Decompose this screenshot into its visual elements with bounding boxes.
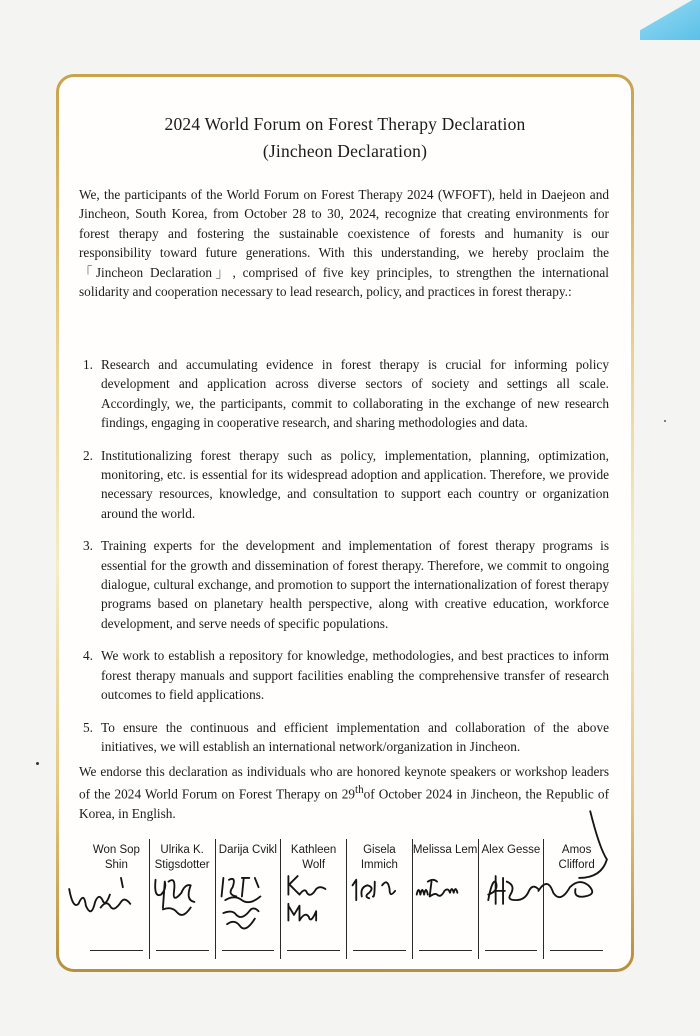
- handwritten-signature: [150, 869, 215, 959]
- signature-cell: [215, 839, 281, 959]
- principle-number: 2.: [83, 447, 93, 463]
- endorse-text-end: of October 2024 in Jincheon, the Republic of Korea, in English.: [79, 786, 609, 822]
- signature-cell: [543, 839, 609, 959]
- signature-line: [287, 950, 340, 951]
- signature-cell: [478, 839, 544, 959]
- speck: [36, 762, 39, 765]
- endorsement-paragraph: [79, 762, 609, 824]
- principle-text: We work to establish a repository for knowledge, methodologies, and best practices to inform forest therapy manuals and support facilities enabling the comprehensive transfer of research outcomes to field applications.: [101, 648, 609, 703]
- title-line-2: (Jincheon Declaration): [262, 141, 428, 161]
- principle-number: 4.: [83, 648, 93, 664]
- document-title: [59, 111, 631, 165]
- signature-line: [222, 950, 275, 951]
- signature-cell: [412, 839, 478, 959]
- ordinal-suffix: th: [355, 784, 364, 797]
- signature-line: [156, 950, 209, 951]
- handwritten-signature: [413, 869, 478, 959]
- handwritten-signature: [216, 869, 281, 959]
- signature-line: [90, 950, 143, 951]
- signature-cell: [149, 839, 215, 959]
- principle-item: [79, 355, 609, 433]
- principle-text: To ensure the continuous and efficient implementation and collaboration of the above initiatives, we will establish an international network/organization in Jincheon.: [101, 719, 609, 754]
- principle-number: 3.: [83, 538, 93, 554]
- signatory-name: Alex Gesse: [481, 844, 541, 856]
- principle-number: 1.: [83, 357, 93, 372]
- signature-cell: [280, 839, 346, 959]
- principle-text: Training experts for the development and implementation of forest therapy programs is essential for the growth and dissemination of forest therapy. Therefore, we commit to ongoing dialogue, cultural exchange, and promotion to support the internationalization of forest therapy programs based on planetary health perspective, along with creative education, workforce development, and serve needs of specific populations.: [101, 538, 609, 631]
- signature-cell: [84, 839, 149, 959]
- signatory-name: Amos Clifford: [558, 844, 595, 871]
- background-corner-decoration: [640, 0, 700, 40]
- principle-item: [79, 718, 609, 757]
- handwritten-signature: [479, 869, 544, 959]
- endorse-text: We endorse this declaration as individuals who are honored keynote speakers or workshop leaders of the 2024 World Forum on Forest Therapy on 29: [79, 764, 609, 802]
- signatory-name: Melissa Lem: [412, 844, 478, 856]
- handwritten-signature: [281, 869, 346, 959]
- intro-paragraph: We, the participants of the World Forum on Forest Therapy 2024 (WFOFT), held in Daejeon and Jincheon, South Korea, from October 28 to 30, 2024, recognize that creating environments for forest therapy and fostering the sustainable coexistence of forests and humanity is our responsibility toward future generations. With this understanding, we hereby proclaim the 「Jincheon Declaration」, comprised of five key principles, to strengthen the international solidarity and cooperation necessary to lead research, policy, and practices in forest therapy.:: [79, 187, 609, 300]
- principle-item: [79, 646, 609, 704]
- signatory-name: Gisela Immich: [360, 844, 398, 871]
- signature-line: [550, 950, 603, 951]
- principles-list: [79, 355, 609, 769]
- signatory-name: Darija Cvikl: [218, 844, 277, 856]
- title-line-1: 2024 World Forum on Forest Therapy Declaration: [164, 114, 526, 134]
- principle-text: Institutionalizing forest therapy such as policy, implementation, planning, optimization, monitoring, etc. is essential for its widespread adoption and application. Therefore, we provide necessary resources, knowledge, and consultation to support each country or organization around the world.: [101, 447, 609, 521]
- principle-item: [79, 536, 609, 633]
- signatory-name: Ulrika K. Stigsdotter: [154, 844, 210, 871]
- principle-text: Research and accumulating evidence in forest therapy is crucial for informing policy development and application across diverse sectors of society and settings all scale. Accordingly, we, the participants, commit to collaborating in the exchange of new research findings, engaging in cooperative research, and sharing methodologies and data.: [101, 357, 609, 431]
- signature-line: [419, 950, 472, 951]
- signature-line: [485, 950, 538, 951]
- signature-line: [353, 950, 406, 951]
- handwritten-signature: [347, 869, 412, 959]
- speck: [664, 420, 666, 422]
- signatory-name: Kathleen Wolf: [290, 844, 337, 871]
- handwritten-signature: [84, 869, 149, 959]
- principle-number: 5.: [83, 719, 93, 735]
- declaration-sheet: [59, 77, 631, 969]
- signature-cell: [346, 839, 412, 959]
- signatory-name: Won Sop Shin: [92, 844, 140, 871]
- handwritten-signature: [544, 869, 609, 959]
- gold-frame-border: [56, 74, 634, 972]
- signature-table: [84, 839, 609, 959]
- principle-item: [79, 446, 609, 524]
